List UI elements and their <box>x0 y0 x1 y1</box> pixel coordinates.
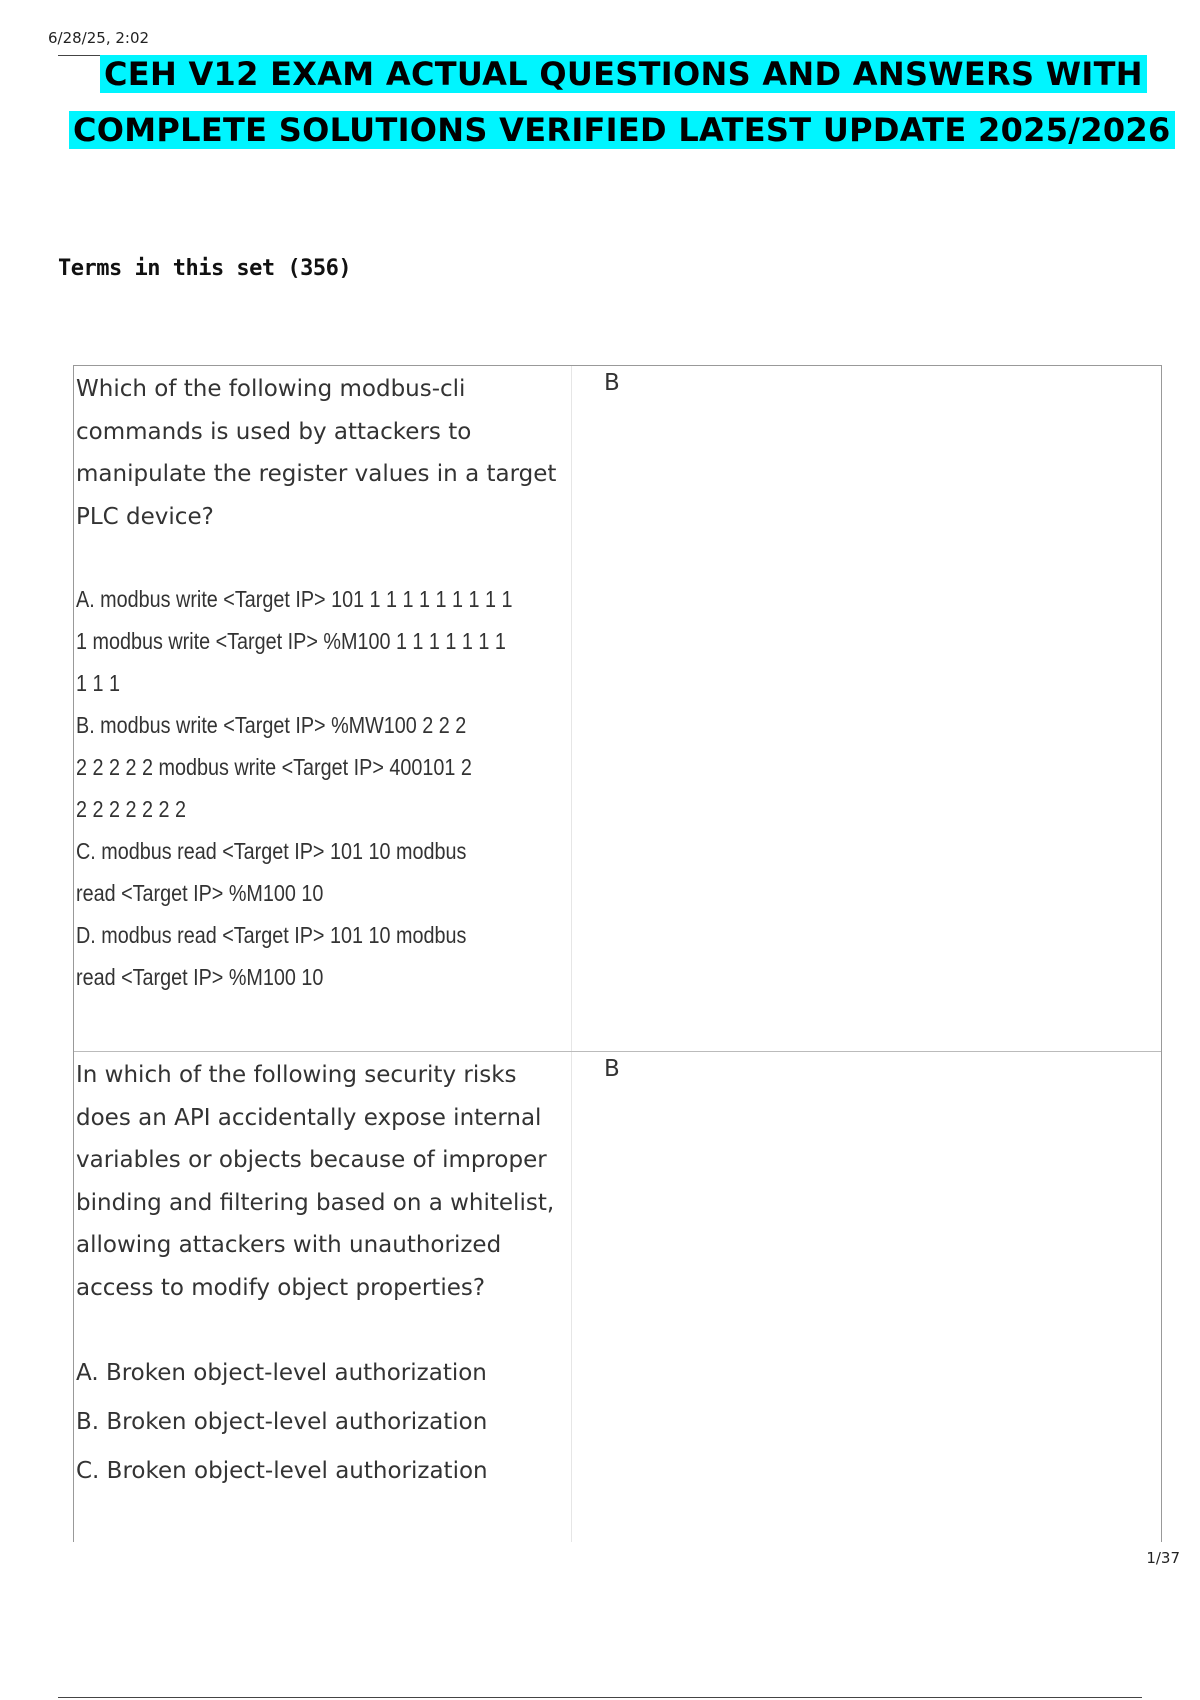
print-timestamp: 6/28/25, 2:02 <box>48 29 150 47</box>
option-line: 2 2 2 2 2 modbus write <Target IP> 400101 2 <box>76 754 472 780</box>
option-line: B. modbus write <Target IP> %MW100 2 2 2 <box>76 712 467 738</box>
option-line: A. Broken object-level authorization <box>76 1360 487 1386</box>
flashcard-row <box>74 1052 1161 1542</box>
question-cell <box>74 1052 572 1542</box>
document-title-line-2: COMPLETE SOLUTIONS VERIFIED LATEST UPDATE 2025/2026 <box>69 111 1175 149</box>
option-line: 2 2 2 2 2 2 2 <box>76 796 186 822</box>
question-text: Which of the following modbus-cli commands is used by attackers to manipulate the register values in a target PLC device? <box>76 376 557 530</box>
option-line: C. modbus read <Target IP> 101 10 modbus <box>76 838 467 864</box>
option-line: D. modbus read <Target IP> 101 10 modbus <box>76 922 467 948</box>
document-title-line-1: CEH V12 EXAM ACTUAL QUESTIONS AND ANSWERS WITH <box>100 55 1147 93</box>
question-cell <box>74 366 572 1051</box>
answer-cell: B <box>604 1056 620 1082</box>
option-line: 1 modbus write <Target IP> %M100 1 1 1 1 1 1 1 <box>76 628 506 654</box>
option-line: A. modbus write <Target IP> 101 1 1 1 1 1 1 1 1 1 <box>76 586 513 612</box>
option-line: C. Broken object-level authorization <box>76 1458 488 1484</box>
option-line: read <Target IP> %M100 10 <box>76 880 324 906</box>
option-line: B. Broken object-level authorization <box>76 1409 488 1435</box>
option-line: read <Target IP> %M100 10 <box>76 964 324 990</box>
question-text: In which of the following security risks does an API accidentally expose internal variables or objects because of improper binding and filtering based on a whitelist, allowing attackers with unauthorized access to modify object properties? <box>76 1062 555 1301</box>
option-line: 1 1 1 <box>76 670 120 696</box>
page-number: 1/37 <box>1146 1549 1180 1567</box>
flashcard-row <box>74 366 1161 1052</box>
answer-cell: B <box>604 370 620 396</box>
flashcard-table <box>73 365 1162 1542</box>
answer-options <box>76 578 569 998</box>
terms-count-label: Terms in this set (356) <box>58 256 352 281</box>
footer-rule <box>58 1697 1142 1698</box>
answer-options <box>76 1349 569 1496</box>
